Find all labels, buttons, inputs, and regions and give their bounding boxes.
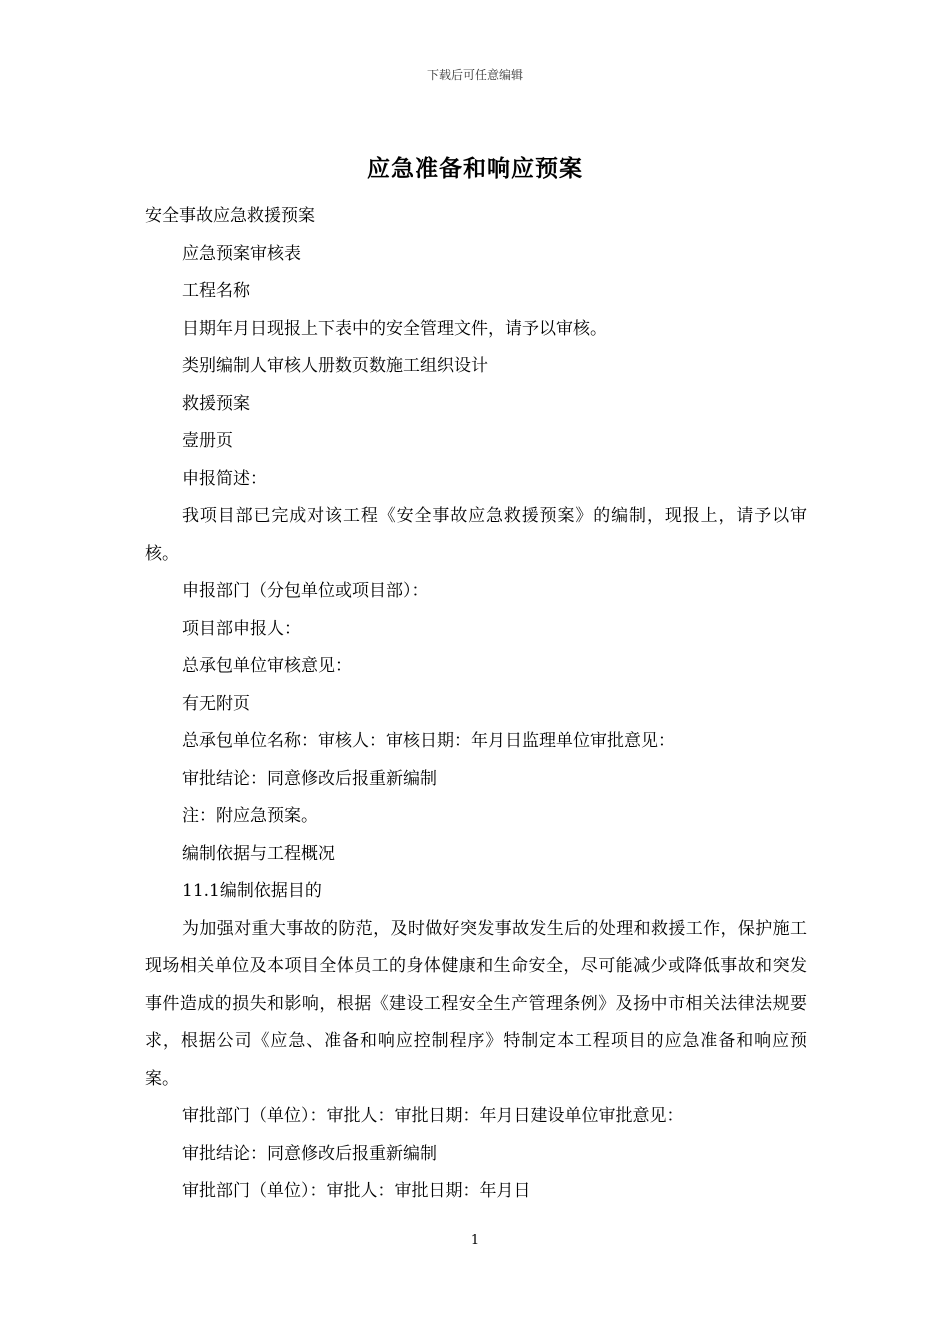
paragraph: 应急预案审核表 — [182, 243, 301, 264]
paragraph: 审批结论：同意修改后报重新编制 — [182, 1143, 437, 1164]
paragraph: 审批部门（单位）：审批人：审批日期：年月日 — [182, 1181, 531, 1201]
page-header: 下载后可任意编辑 — [426, 68, 523, 82]
paragraph: 有无附页 — [182, 693, 250, 714]
document-body — [145, 198, 807, 1211]
paragraph: 审批结论：同意修改后报重新编制 — [182, 768, 437, 789]
paragraph: 审批部门（单位）：审批人：审批日期：年月日建设单位审批意见： — [182, 1106, 684, 1126]
document-title: 应急准备和响应预案 — [367, 155, 583, 182]
paragraph: 编制依据与工程概况 — [182, 843, 335, 864]
paragraph: 注：附应急预案。 — [182, 806, 318, 826]
paragraph: 申报部门（分包单位或项目部）： — [182, 581, 429, 601]
paragraph: 安全事故应急救援预案 — [145, 206, 315, 226]
paragraph: 工程名称 — [182, 281, 250, 301]
paragraph: 为加强对重大事故的防范，及时做好突发事故发生后的处理和救援工作，保护施工现场相关单位及本项目全体员工的身体健康和生命安全，尽可能减少或降低事故和突发事件造成的损失和影响，根据《建设工程安全生产管理条例》及扬中市相关法律法规要求，根据公司《应急、准备和响应控制程序》特制定本工程项目的应急准备和响应预案。 — [145, 918, 807, 1089]
paragraph: 类别编制人审核人册数页数施工组织设计 — [182, 356, 488, 376]
paragraph: 救援预案 — [182, 393, 250, 414]
paragraph: 项目部申报人： — [182, 618, 301, 639]
paragraph: 总承包单位名称：审核人：审核日期：年月日监理单位审批意见： — [182, 731, 675, 751]
paragraph: 我项目部已完成对该工程《安全事故应急救援预案》的编制，现报上，请予以审核。 — [145, 506, 807, 564]
page-number: 1 — [470, 1233, 480, 1248]
paragraph: 总承包单位审核意见： — [182, 656, 352, 676]
paragraph: 壹册页 — [182, 431, 233, 451]
paragraph: 11.1编制依据目的 — [182, 881, 322, 901]
paragraph: 日期年月日现报上下表中的安全管理文件，请予以审核。 — [182, 318, 607, 339]
paragraph: 申报简述： — [182, 468, 267, 489]
